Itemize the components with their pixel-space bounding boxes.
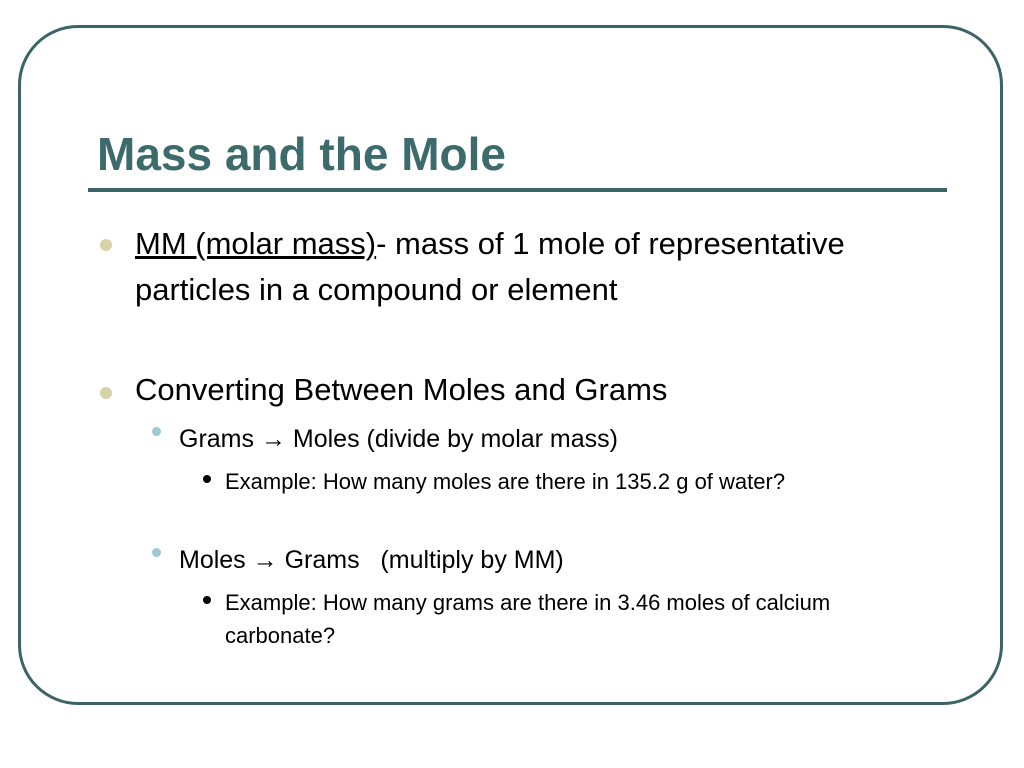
- slide-title: Mass and the Mole: [97, 128, 506, 180]
- molar-mass-definition: - mass of 1 mole of representative particles in a compound or element: [135, 226, 845, 307]
- bullet-molar-mass: [135, 221, 855, 313]
- bullet-converting: Converting Between Moles and Grams: [135, 372, 668, 407]
- sub-bullet-grams-to-moles: Grams → Moles (divide by molar mass): [179, 425, 618, 453]
- example-grams-to-moles: Example: How many moles are there in 135.2 g of water?: [225, 469, 786, 494]
- sub-bullet-moles-to-grams: Moles → Grams (multiply by MM): [179, 546, 564, 574]
- bullet-dot-icon: [100, 239, 112, 251]
- example-moles-to-grams: Example: How many grams are there in 3.46 moles of calcium carbonate?: [225, 590, 831, 648]
- sub-bullet-dot-icon: [152, 427, 161, 436]
- example-dot-icon: [203, 475, 211, 483]
- sub-bullet-dot-icon: [152, 548, 161, 557]
- example-dot-icon: [203, 596, 211, 604]
- bullet-dot-icon: [100, 387, 112, 399]
- molar-mass-term: MM (molar mass): [135, 226, 377, 261]
